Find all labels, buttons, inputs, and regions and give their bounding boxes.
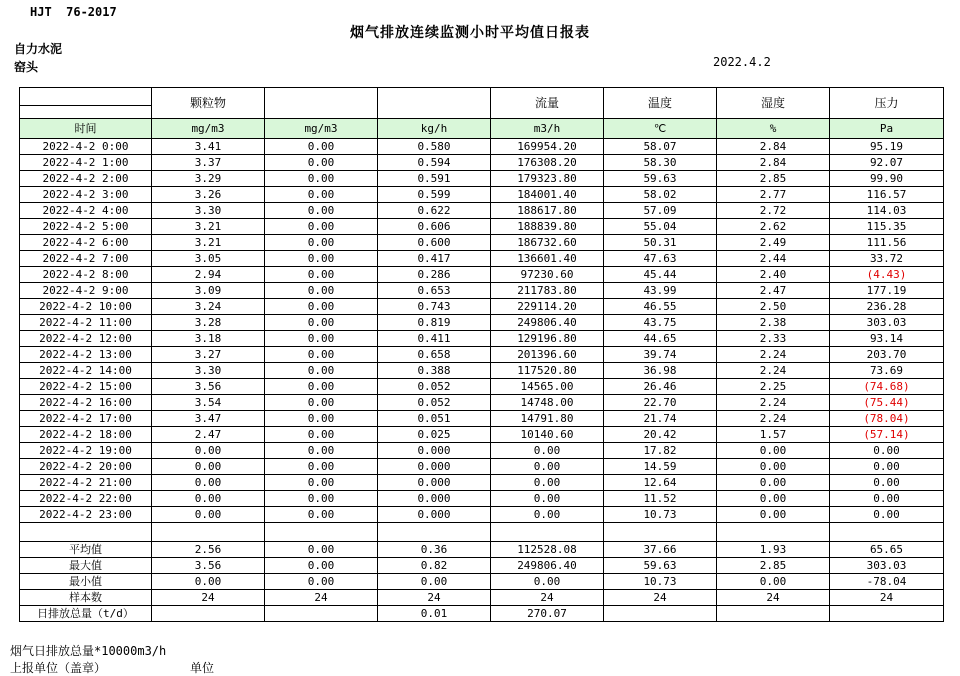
value-cell: 93.14 — [830, 331, 944, 347]
time-cell: 2022-4-2 7:00 — [20, 251, 152, 267]
value-cell: 0.580 — [378, 139, 491, 155]
summary-label-cell: 平均值 — [20, 542, 152, 558]
pollutant-header-temperature: 温度 — [604, 88, 717, 119]
page-title: 烟气排放连续监测小时平均值日报表 — [350, 25, 590, 41]
value-cell: 0.00 — [265, 283, 378, 299]
value-cell: 0.00 — [265, 187, 378, 203]
value-cell: 58.07 — [604, 139, 717, 155]
value-cell: 0.591 — [378, 171, 491, 187]
summary-value-cell — [152, 606, 265, 622]
data-row — [20, 283, 944, 299]
time-cell: 2022-4-2 5:00 — [20, 219, 152, 235]
data-row — [20, 491, 944, 507]
value-cell: 2.24 — [717, 395, 830, 411]
summary-value-cell: 0.36 — [378, 542, 491, 558]
summary-row — [20, 574, 944, 590]
value-cell: 117520.80 — [491, 363, 604, 379]
data-row — [20, 347, 944, 363]
empty-cell — [604, 523, 717, 542]
value-cell: 0.00 — [265, 315, 378, 331]
value-cell: 0.00 — [830, 443, 944, 459]
value-cell: 0.388 — [378, 363, 491, 379]
value-cell: 55.04 — [604, 219, 717, 235]
value-cell: 0.00 — [717, 507, 830, 523]
value-cell: 2.33 — [717, 331, 830, 347]
value-cell: 95.19 — [830, 139, 944, 155]
value-cell: 0.00 — [265, 219, 378, 235]
empty-cell — [717, 523, 830, 542]
data-row — [20, 459, 944, 475]
value-cell: 0.00 — [717, 491, 830, 507]
time-cell: 2022-4-2 21:00 — [20, 475, 152, 491]
summary-value-cell: 0.00 — [378, 574, 491, 590]
summary-label-cell: 样本数 — [20, 590, 152, 606]
value-cell: 59.63 — [604, 171, 717, 187]
summary-label-cell: 最小值 — [20, 574, 152, 590]
value-cell: 176308.20 — [491, 155, 604, 171]
pollutant-header-pressure: 压力 — [830, 88, 944, 119]
value-cell: 136601.40 — [491, 251, 604, 267]
value-cell: 0.00 — [265, 443, 378, 459]
value-cell: 0.00 — [265, 347, 378, 363]
value-cell: 0.00 — [717, 475, 830, 491]
summary-row — [20, 558, 944, 574]
value-cell: 184001.40 — [491, 187, 604, 203]
value-cell: 0.00 — [491, 475, 604, 491]
value-cell: 0.000 — [378, 507, 491, 523]
time-cell: 2022-4-2 14:00 — [20, 363, 152, 379]
value-cell: 0.00 — [265, 427, 378, 443]
summary-value-cell: 2.85 — [717, 558, 830, 574]
summary-value-cell: 0.00 — [265, 574, 378, 590]
value-cell: 46.55 — [604, 299, 717, 315]
value-cell: 0.00 — [152, 475, 265, 491]
data-row — [20, 411, 944, 427]
summary-value-cell: 303.03 — [830, 558, 944, 574]
value-cell: 0.00 — [491, 491, 604, 507]
data-row — [20, 155, 944, 171]
value-cell: 0.743 — [378, 299, 491, 315]
summary-value-cell: 1.93 — [717, 542, 830, 558]
value-cell: 3.09 — [152, 283, 265, 299]
time-cell: 2022-4-2 19:00 — [20, 443, 152, 459]
value-cell: 14791.80 — [491, 411, 604, 427]
summary-row — [20, 542, 944, 558]
summary-value-cell: 270.07 — [491, 606, 604, 622]
value-cell: 0.000 — [378, 491, 491, 507]
value-cell: 0.00 — [265, 171, 378, 187]
value-cell: 2.85 — [717, 171, 830, 187]
data-row — [20, 379, 944, 395]
empty-cell — [152, 523, 265, 542]
value-cell: 0.00 — [717, 443, 830, 459]
value-cell: 57.09 — [604, 203, 717, 219]
time-cell: 2022-4-2 8:00 — [20, 267, 152, 283]
summary-value-cell — [830, 606, 944, 622]
summary-value-cell: -78.04 — [830, 574, 944, 590]
value-cell: 0.00 — [265, 267, 378, 283]
summary-value-cell: 24 — [491, 590, 604, 606]
summary-value-cell — [717, 606, 830, 622]
value-cell: 12.64 — [604, 475, 717, 491]
table-body — [20, 139, 944, 622]
value-cell: 45.44 — [604, 267, 717, 283]
company-name: 自力水泥 — [14, 42, 63, 56]
time-cell: 2022-4-2 12:00 — [20, 331, 152, 347]
value-cell: 10.73 — [604, 507, 717, 523]
value-cell: 0.00 — [265, 251, 378, 267]
data-row — [20, 443, 944, 459]
value-cell: 1.57 — [717, 427, 830, 443]
spacer-row — [20, 523, 944, 542]
value-cell: 2.44 — [717, 251, 830, 267]
time-cell: 2022-4-2 9:00 — [20, 283, 152, 299]
value-cell: 0.00 — [265, 395, 378, 411]
value-cell: 73.69 — [830, 363, 944, 379]
summary-value-cell: 24 — [152, 590, 265, 606]
value-cell: 0.052 — [378, 379, 491, 395]
value-cell: 2.94 — [152, 267, 265, 283]
data-row — [20, 331, 944, 347]
time-cell: 2022-4-2 1:00 — [20, 155, 152, 171]
unit-header-mgm3-1: mg/m3 — [152, 119, 265, 139]
value-cell: (78.04) — [830, 411, 944, 427]
value-cell: 36.98 — [604, 363, 717, 379]
summary-value-cell: 0.00 — [265, 558, 378, 574]
empty-cell — [20, 523, 152, 542]
time-cell: 2022-4-2 13:00 — [20, 347, 152, 363]
data-row — [20, 363, 944, 379]
summary-row — [20, 606, 944, 622]
summary-value-cell: 0.00 — [491, 574, 604, 590]
data-row — [20, 235, 944, 251]
time-cell: 2022-4-2 16:00 — [20, 395, 152, 411]
summary-value-cell: 10.73 — [604, 574, 717, 590]
unit-header-percent: % — [717, 119, 830, 139]
data-row — [20, 187, 944, 203]
value-cell: 0.286 — [378, 267, 491, 283]
summary-value-cell: 24 — [830, 590, 944, 606]
value-cell: 20.42 — [604, 427, 717, 443]
pollutant-header-particulate: 颗粒物 — [152, 88, 265, 119]
value-cell: 0.00 — [265, 235, 378, 251]
data-row — [20, 171, 944, 187]
value-cell: 2.40 — [717, 267, 830, 283]
value-cell: 22.70 — [604, 395, 717, 411]
value-cell: 0.00 — [265, 139, 378, 155]
value-cell: 0.411 — [378, 331, 491, 347]
value-cell: 0.000 — [378, 459, 491, 475]
time-cell: 2022-4-2 15:00 — [20, 379, 152, 395]
data-row — [20, 139, 944, 155]
value-cell: 50.31 — [604, 235, 717, 251]
header-corner-bottom-cell — [20, 106, 152, 119]
pollutant-header-blank-1 — [265, 88, 378, 119]
footer-unit-label: 单位 — [190, 661, 215, 675]
doc-standard-code: HJT 76-2017 — [30, 5, 117, 19]
value-cell: 0.000 — [378, 475, 491, 491]
value-cell: 3.47 — [152, 411, 265, 427]
value-cell: 0.00 — [491, 443, 604, 459]
value-cell: 99.90 — [830, 171, 944, 187]
value-cell: 0.00 — [152, 459, 265, 475]
summary-value-cell: 249806.40 — [491, 558, 604, 574]
value-cell: 115.35 — [830, 219, 944, 235]
value-cell: 0.594 — [378, 155, 491, 171]
value-cell: 2.24 — [717, 347, 830, 363]
value-cell: 2.49 — [717, 235, 830, 251]
summary-value-cell: 37.66 — [604, 542, 717, 558]
value-cell: 2.24 — [717, 363, 830, 379]
value-cell: 0.00 — [830, 491, 944, 507]
data-row — [20, 299, 944, 315]
summary-value-cell: 24 — [604, 590, 717, 606]
value-cell: 2.24 — [717, 411, 830, 427]
value-cell: 26.46 — [604, 379, 717, 395]
data-row — [20, 315, 944, 331]
summary-value-cell: 24 — [717, 590, 830, 606]
time-cell: 2022-4-2 10:00 — [20, 299, 152, 315]
value-cell: 186732.60 — [491, 235, 604, 251]
summary-label-cell: 最大值 — [20, 558, 152, 574]
time-cell: 2022-4-2 20:00 — [20, 459, 152, 475]
summary-value-cell: 112528.08 — [491, 542, 604, 558]
value-cell: 3.27 — [152, 347, 265, 363]
value-cell: 3.28 — [152, 315, 265, 331]
pollutant-header-flow: 流量 — [491, 88, 604, 119]
value-cell: 0.00 — [265, 491, 378, 507]
value-cell: 2.84 — [717, 139, 830, 155]
pollutant-header-row — [20, 88, 944, 106]
time-cell: 2022-4-2 4:00 — [20, 203, 152, 219]
time-cell: 2022-4-2 22:00 — [20, 491, 152, 507]
value-cell: (57.14) — [830, 427, 944, 443]
value-cell: 2.84 — [717, 155, 830, 171]
value-cell: 0.00 — [265, 299, 378, 315]
value-cell: 0.606 — [378, 219, 491, 235]
value-cell: 58.30 — [604, 155, 717, 171]
summary-value-cell: 24 — [378, 590, 491, 606]
value-cell: 39.74 — [604, 347, 717, 363]
value-cell: 0.00 — [265, 459, 378, 475]
value-cell: 201396.60 — [491, 347, 604, 363]
unit-header-m3h: m3/h — [491, 119, 604, 139]
value-cell: 2.47 — [717, 283, 830, 299]
value-cell: 3.24 — [152, 299, 265, 315]
value-cell: 0.00 — [265, 411, 378, 427]
empty-cell — [378, 523, 491, 542]
value-cell: 169954.20 — [491, 139, 604, 155]
value-cell: 58.02 — [604, 187, 717, 203]
value-cell: 0.417 — [378, 251, 491, 267]
data-row — [20, 251, 944, 267]
time-cell: 2022-4-2 11:00 — [20, 315, 152, 331]
value-cell: 11.52 — [604, 491, 717, 507]
unit-header-row — [20, 119, 944, 139]
value-cell: 3.41 — [152, 139, 265, 155]
value-cell: 14565.00 — [491, 379, 604, 395]
value-cell: 0.00 — [491, 507, 604, 523]
value-cell: 0.00 — [830, 459, 944, 475]
value-cell: 3.21 — [152, 219, 265, 235]
summary-label-cell: 日排放总量（t/d） — [20, 606, 152, 622]
value-cell: 0.00 — [265, 155, 378, 171]
time-cell: 2022-4-2 23:00 — [20, 507, 152, 523]
unit-header-kgh: kg/h — [378, 119, 491, 139]
value-cell: 0.025 — [378, 427, 491, 443]
time-cell: 2022-4-2 2:00 — [20, 171, 152, 187]
value-cell: 10140.60 — [491, 427, 604, 443]
value-cell: 0.00 — [265, 507, 378, 523]
footer-total-flow-note: 烟气日排放总量*10000m3/h — [10, 644, 167, 658]
value-cell: 116.57 — [830, 187, 944, 203]
value-cell: 303.03 — [830, 315, 944, 331]
value-cell: 0.00 — [830, 507, 944, 523]
value-cell: 14748.00 — [491, 395, 604, 411]
value-cell: 2.47 — [152, 427, 265, 443]
value-cell: 177.19 — [830, 283, 944, 299]
value-cell: 0.00 — [152, 507, 265, 523]
value-cell: 0.051 — [378, 411, 491, 427]
value-cell: 92.07 — [830, 155, 944, 171]
value-cell: 0.622 — [378, 203, 491, 219]
time-cell: 2022-4-2 17:00 — [20, 411, 152, 427]
unit-header-pa: Pa — [830, 119, 944, 139]
data-row — [20, 395, 944, 411]
value-cell: 188839.80 — [491, 219, 604, 235]
value-cell: 2.62 — [717, 219, 830, 235]
value-cell: 2.25 — [717, 379, 830, 395]
summary-value-cell: 2.56 — [152, 542, 265, 558]
data-row — [20, 203, 944, 219]
value-cell: 3.37 — [152, 155, 265, 171]
value-cell: 0.00 — [265, 379, 378, 395]
value-cell: 2.77 — [717, 187, 830, 203]
value-cell: 43.75 — [604, 315, 717, 331]
summary-value-cell: 59.63 — [604, 558, 717, 574]
value-cell: 0.00 — [152, 491, 265, 507]
report-table — [19, 87, 944, 622]
value-cell: 0.599 — [378, 187, 491, 203]
data-row — [20, 475, 944, 491]
time-cell: 2022-4-2 3:00 — [20, 187, 152, 203]
value-cell: 203.70 — [830, 347, 944, 363]
value-cell: 2.38 — [717, 315, 830, 331]
summary-value-cell: 0.00 — [152, 574, 265, 590]
value-cell: (4.43) — [830, 267, 944, 283]
value-cell: 0.052 — [378, 395, 491, 411]
value-cell: 0.00 — [717, 459, 830, 475]
value-cell: 3.30 — [152, 203, 265, 219]
value-cell: 3.29 — [152, 171, 265, 187]
value-cell: 97230.60 — [491, 267, 604, 283]
empty-cell — [491, 523, 604, 542]
value-cell: 0.00 — [152, 443, 265, 459]
summary-value-cell: 0.82 — [378, 558, 491, 574]
time-column-header: 时间 — [20, 119, 152, 139]
value-cell: 2.72 — [717, 203, 830, 219]
summary-value-cell: 0.00 — [265, 542, 378, 558]
value-cell: 14.59 — [604, 459, 717, 475]
data-row — [20, 267, 944, 283]
value-cell: 17.82 — [604, 443, 717, 459]
summary-value-cell — [265, 606, 378, 622]
time-cell: 2022-4-2 6:00 — [20, 235, 152, 251]
value-cell: 0.00 — [830, 475, 944, 491]
summary-value-cell: 65.65 — [830, 542, 944, 558]
value-cell: 33.72 — [830, 251, 944, 267]
unit-header-celsius: ℃ — [604, 119, 717, 139]
value-cell: 0.600 — [378, 235, 491, 251]
value-cell: 3.05 — [152, 251, 265, 267]
report-date: 2022.4.2 — [713, 55, 771, 69]
value-cell: 0.658 — [378, 347, 491, 363]
value-cell: 3.26 — [152, 187, 265, 203]
empty-cell — [830, 523, 944, 542]
summary-value-cell — [604, 606, 717, 622]
data-row — [20, 507, 944, 523]
value-cell: (74.68) — [830, 379, 944, 395]
value-cell: 3.30 — [152, 363, 265, 379]
empty-cell — [265, 523, 378, 542]
pollutant-header-humidity: 湿度 — [717, 88, 830, 119]
header-corner-top-cell — [20, 88, 152, 106]
value-cell: 229114.20 — [491, 299, 604, 315]
value-cell: 249806.40 — [491, 315, 604, 331]
value-cell: 114.03 — [830, 203, 944, 219]
value-cell: 211783.80 — [491, 283, 604, 299]
pollutant-header-blank-2 — [378, 88, 491, 119]
value-cell: 0.819 — [378, 315, 491, 331]
value-cell: 0.00 — [265, 331, 378, 347]
value-cell: 3.54 — [152, 395, 265, 411]
data-row — [20, 427, 944, 443]
unit-header-mgm3-2: mg/m3 — [265, 119, 378, 139]
value-cell: 0.00 — [265, 475, 378, 491]
value-cell: 0.000 — [378, 443, 491, 459]
footer-report-unit-label: 上报单位（盖章） — [10, 661, 107, 675]
value-cell: 3.18 — [152, 331, 265, 347]
value-cell: 2.50 — [717, 299, 830, 315]
value-cell: 129196.80 — [491, 331, 604, 347]
summary-value-cell: 3.56 — [152, 558, 265, 574]
data-row — [20, 219, 944, 235]
value-cell: 111.56 — [830, 235, 944, 251]
summary-row — [20, 590, 944, 606]
value-cell: 3.21 — [152, 235, 265, 251]
value-cell: 3.56 — [152, 379, 265, 395]
value-cell: 0.00 — [265, 203, 378, 219]
value-cell: 179323.80 — [491, 171, 604, 187]
value-cell: (75.44) — [830, 395, 944, 411]
time-cell: 2022-4-2 18:00 — [20, 427, 152, 443]
value-cell: 0.00 — [491, 459, 604, 475]
value-cell: 43.99 — [604, 283, 717, 299]
value-cell: 47.63 — [604, 251, 717, 267]
monitor-point-name: 窑头 — [14, 60, 39, 74]
value-cell: 21.74 — [604, 411, 717, 427]
summary-value-cell: 0.01 — [378, 606, 491, 622]
value-cell: 188617.80 — [491, 203, 604, 219]
value-cell: 0.653 — [378, 283, 491, 299]
value-cell: 236.28 — [830, 299, 944, 315]
summary-value-cell: 0.00 — [717, 574, 830, 590]
time-cell: 2022-4-2 0:00 — [20, 139, 152, 155]
summary-value-cell: 24 — [265, 590, 378, 606]
value-cell: 44.65 — [604, 331, 717, 347]
value-cell: 0.00 — [265, 363, 378, 379]
